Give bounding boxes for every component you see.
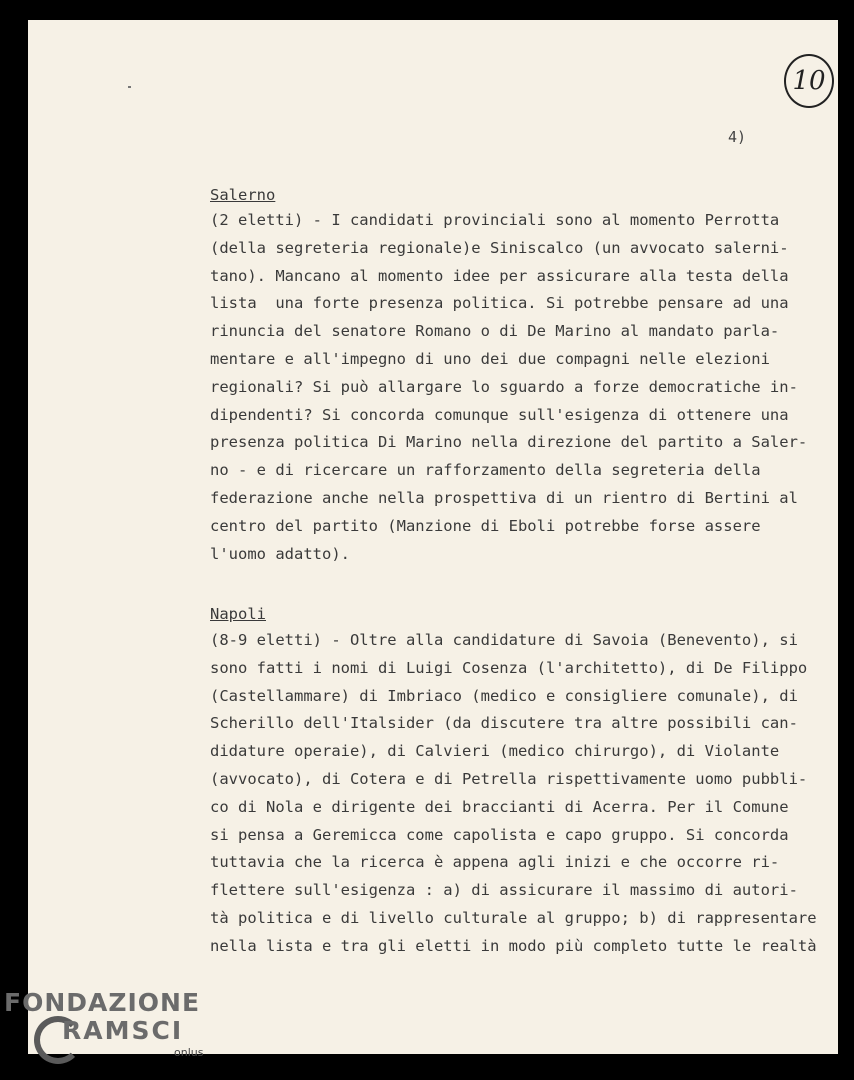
text-line: centro del partito (Manzione di Eboli potrebbe forse assere [210, 516, 761, 535]
fondazione-gramsci-watermark [4, 986, 224, 1076]
section-heading-salerno: Salerno [210, 186, 276, 204]
text-line: co di Nola e dirigente dei braccianti di Acerra. Per il Comune [210, 797, 789, 816]
paper-speck [128, 86, 131, 88]
text-line: federazione anche nella prospettiva di un rientro di Bertini al [210, 488, 798, 507]
text-line: nella lista e tra gli eletti in modo più completo tutte le realtà [210, 936, 817, 955]
text-line: sono fatti i nomi di Luigi Cosenza (l'architetto), di De Filippo [210, 658, 808, 677]
text-line: dipendenti? Si concorda comunque sull'esigenza di ottenere una [210, 405, 789, 424]
watermark-line-1: FONDAZIONE [4, 988, 201, 1017]
text-line: tà politica e di livello culturale al gruppo; b) di rappresentare [210, 908, 817, 927]
watermark-line-3: onlus [174, 1046, 204, 1059]
page-number: 4) [728, 128, 747, 146]
text-line: tuttavia che la ricerca è appena agli inizi e che occorre ri- [210, 853, 780, 872]
text-line: Scherillo dell'Italsider (da discutere tra altre possibili can- [210, 714, 798, 733]
section-body-salerno [210, 207, 840, 568]
text-line: (della segreteria regionale)e Siniscalco (un avvocato salerni- [210, 238, 789, 257]
text-line: regionali? Si può allargare lo sguardo a forze democratiche in- [210, 377, 798, 396]
text-line: flettere sull'esigenza : a) di assicurare il massimo di autori- [210, 881, 798, 900]
handwritten-page-mark: 10 [784, 54, 834, 108]
text-line: no - e di ricercare un rafforzamento della segreteria della [210, 461, 761, 480]
section-body-napoli [210, 627, 840, 961]
text-line: (8-9 eletti) - Oltre alla candidature di Savoia (Benevento), si [210, 631, 798, 649]
text-line: mentare e all'impegno di uno dei due compagni nelle elezioni [210, 349, 770, 368]
section-heading-napoli: Napoli [210, 605, 266, 623]
text-line: lista una forte presenza politica. Si potrebbe pensare ad una [210, 294, 789, 313]
text-line: tano). Mancano al momento idee per assicurare alla testa della [210, 266, 789, 285]
text-line: (avvocato), di Cotera e di Petrella rispettivamente uomo pubbli- [210, 769, 808, 788]
watermark-line-2: RAMSCI [62, 1016, 184, 1045]
text-line: didature operaie), di Calvieri (medico chirurgo), di Violante [210, 742, 780, 761]
text-line: presenza politica Di Marino nella direzione del partito a Saler- [210, 433, 808, 452]
text-line: si pensa a Geremicca come capolista e capo gruppo. Si concorda [210, 825, 789, 844]
text-line: rinuncia del senatore Romano o di De Marino al mandato parla- [210, 322, 780, 341]
text-line: (Castellammare) di Imbriaco (medico e consigliere comunale), di [210, 686, 798, 705]
text-line: (2 eletti) - I candidati provinciali sono al momento Perrotta [210, 211, 780, 229]
text-line: l'uomo adatto). [210, 544, 350, 563]
